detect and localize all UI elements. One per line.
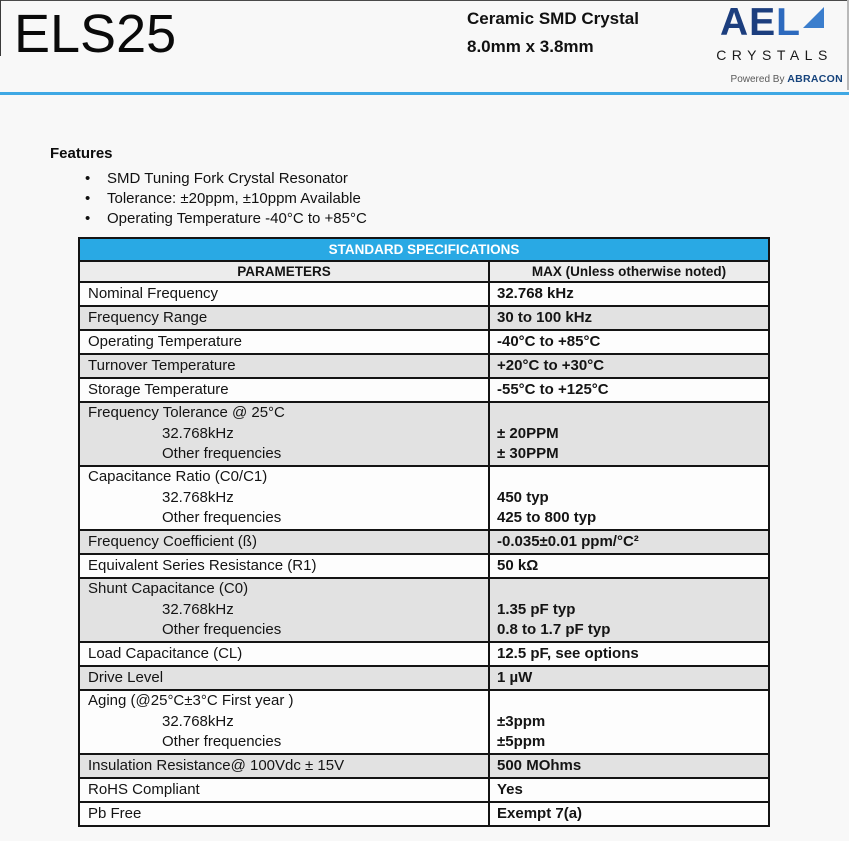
value-line: 1.35 pF typ [497, 600, 576, 618]
param-cell: Operating Temperature [80, 331, 490, 353]
value-cell: +20°C to +30°C [497, 357, 605, 374]
table-row [80, 355, 768, 379]
logo-crystals-text: CRYSTALS [716, 47, 833, 63]
group-sub-label: Other frequencies [162, 733, 282, 751]
subtitle-line1: Ceramic SMD Crystal [467, 9, 639, 28]
table-row [80, 643, 768, 667]
table-row [80, 307, 768, 331]
spec-table-column-headers [80, 262, 768, 283]
header-divider-line [0, 92, 849, 95]
value-cell [490, 691, 768, 753]
group-label: Shunt Capacitance (C0) [88, 580, 249, 597]
value-line: ± 20PPM [497, 424, 559, 442]
param-cell: RoHS Compliant [80, 779, 490, 801]
table-row [80, 755, 768, 779]
value-cell: 30 to 100 kHz [497, 309, 593, 326]
param-cell: Frequency Range [80, 307, 490, 329]
value-cell: 32.768 kHz [497, 285, 574, 302]
param-cell: Frequency Coefficient (ß) [80, 531, 490, 553]
param-cell: Equivalent Series Resistance (R1) [80, 555, 490, 577]
table-row [80, 555, 768, 579]
value-line: ± 30PPM [497, 445, 559, 463]
spec-table [78, 237, 770, 827]
table-row [80, 803, 768, 825]
group-sub-label: 32.768kHz [162, 712, 234, 730]
table-row-group [80, 467, 768, 531]
param-cell [80, 467, 490, 529]
param-cell: Pb Free [80, 803, 490, 825]
table-row [80, 531, 768, 555]
param-cell: Insulation Resistance@ 100Vdc ± 15V [80, 755, 490, 777]
group-label: Aging (@25°C±3°C First year ) [88, 692, 294, 709]
value-cell: -0.035±0.01 ppm/°C² [497, 533, 639, 550]
group-sub-label: Other frequencies [162, 509, 282, 527]
group-sub-label: Other frequencies [162, 445, 282, 463]
param-cell: Drive Level [80, 667, 490, 689]
value-line: 425 to 800 typ [497, 509, 597, 527]
value-line: ±5ppm [497, 733, 546, 751]
value-cell: 50 kΩ [497, 557, 539, 574]
param-cell [80, 691, 490, 753]
table-row [80, 283, 768, 307]
subtitle-line2: 8.0mm x 3.8mm [467, 37, 594, 56]
features-heading: Features [50, 145, 113, 162]
feature-item: • SMD Tuning Fork Crystal Resonator [50, 169, 550, 189]
value-cell: Exempt 7(a) [497, 805, 583, 822]
logo-triangle-icon [802, 6, 825, 29]
logo-text-ae: AE [719, 1, 777, 44]
value-line-blank [497, 691, 768, 712]
value-cell: Yes [497, 781, 523, 798]
table-row [80, 779, 768, 803]
abracon-brand: ABRACON [787, 73, 843, 85]
value-line: ±3ppm [497, 712, 546, 730]
spec-table-title: STANDARD SPECIFICATIONS [80, 239, 768, 262]
features-section [50, 145, 550, 229]
value-line-blank [497, 467, 768, 488]
param-cell: Load Capacitance (CL) [80, 643, 490, 665]
value-cell: -55°C to +125°C [497, 381, 609, 398]
value-cell [490, 403, 768, 465]
table-row-group [80, 691, 768, 755]
parameters-column-header: PARAMETERS [80, 262, 490, 281]
logo-text-l: L [776, 1, 800, 44]
value-line: 450 typ [497, 488, 549, 506]
group-label: Frequency Tolerance @ 25°C [88, 404, 285, 421]
group-label: Capacitance Ratio (C0/C1) [88, 468, 268, 485]
product-title: ELS25 [14, 4, 177, 64]
powered-by-line [700, 73, 845, 85]
table-row [80, 667, 768, 691]
param-cell [80, 579, 490, 641]
table-row-group [80, 579, 768, 643]
powered-by-label: Powered By [730, 74, 788, 85]
feature-item: • Operating Temperature -40°C to +85°C [50, 209, 550, 229]
page-left-edge [0, 0, 1, 56]
value-line-blank [497, 579, 768, 600]
value-line-blank [497, 403, 768, 424]
value-cell: 12.5 pF, see options [497, 645, 639, 662]
max-column-header: MAX (Unless otherwise noted) [531, 264, 727, 279]
value-cell [490, 579, 768, 641]
param-cell: Storage Temperature [80, 379, 490, 401]
feature-item: • Tolerance: ±20ppm, ±10ppm Available [50, 189, 550, 209]
table-row [80, 379, 768, 403]
group-sub-label: 32.768kHz [162, 424, 234, 442]
value-cell [490, 467, 768, 529]
group-sub-label: 32.768kHz [162, 488, 234, 506]
value-cell: 1 µW [497, 669, 533, 686]
product-subtitle [467, 5, 639, 61]
param-cell [80, 403, 490, 465]
value-cell: -40°C to +85°C [497, 333, 601, 350]
ael-wordmark [700, 1, 845, 44]
table-row [80, 331, 768, 355]
features-list [50, 169, 550, 229]
param-cell: Nominal Frequency [80, 283, 490, 305]
table-row-group [80, 403, 768, 467]
group-sub-label: 32.768kHz [162, 600, 234, 618]
value-cell: 500 MOhms [497, 757, 582, 774]
group-sub-label: Other frequencies [162, 621, 282, 639]
value-line: 0.8 to 1.7 pF typ [497, 621, 611, 639]
ael-crystals-logo [700, 1, 845, 85]
param-cell: Turnover Temperature [80, 355, 490, 377]
